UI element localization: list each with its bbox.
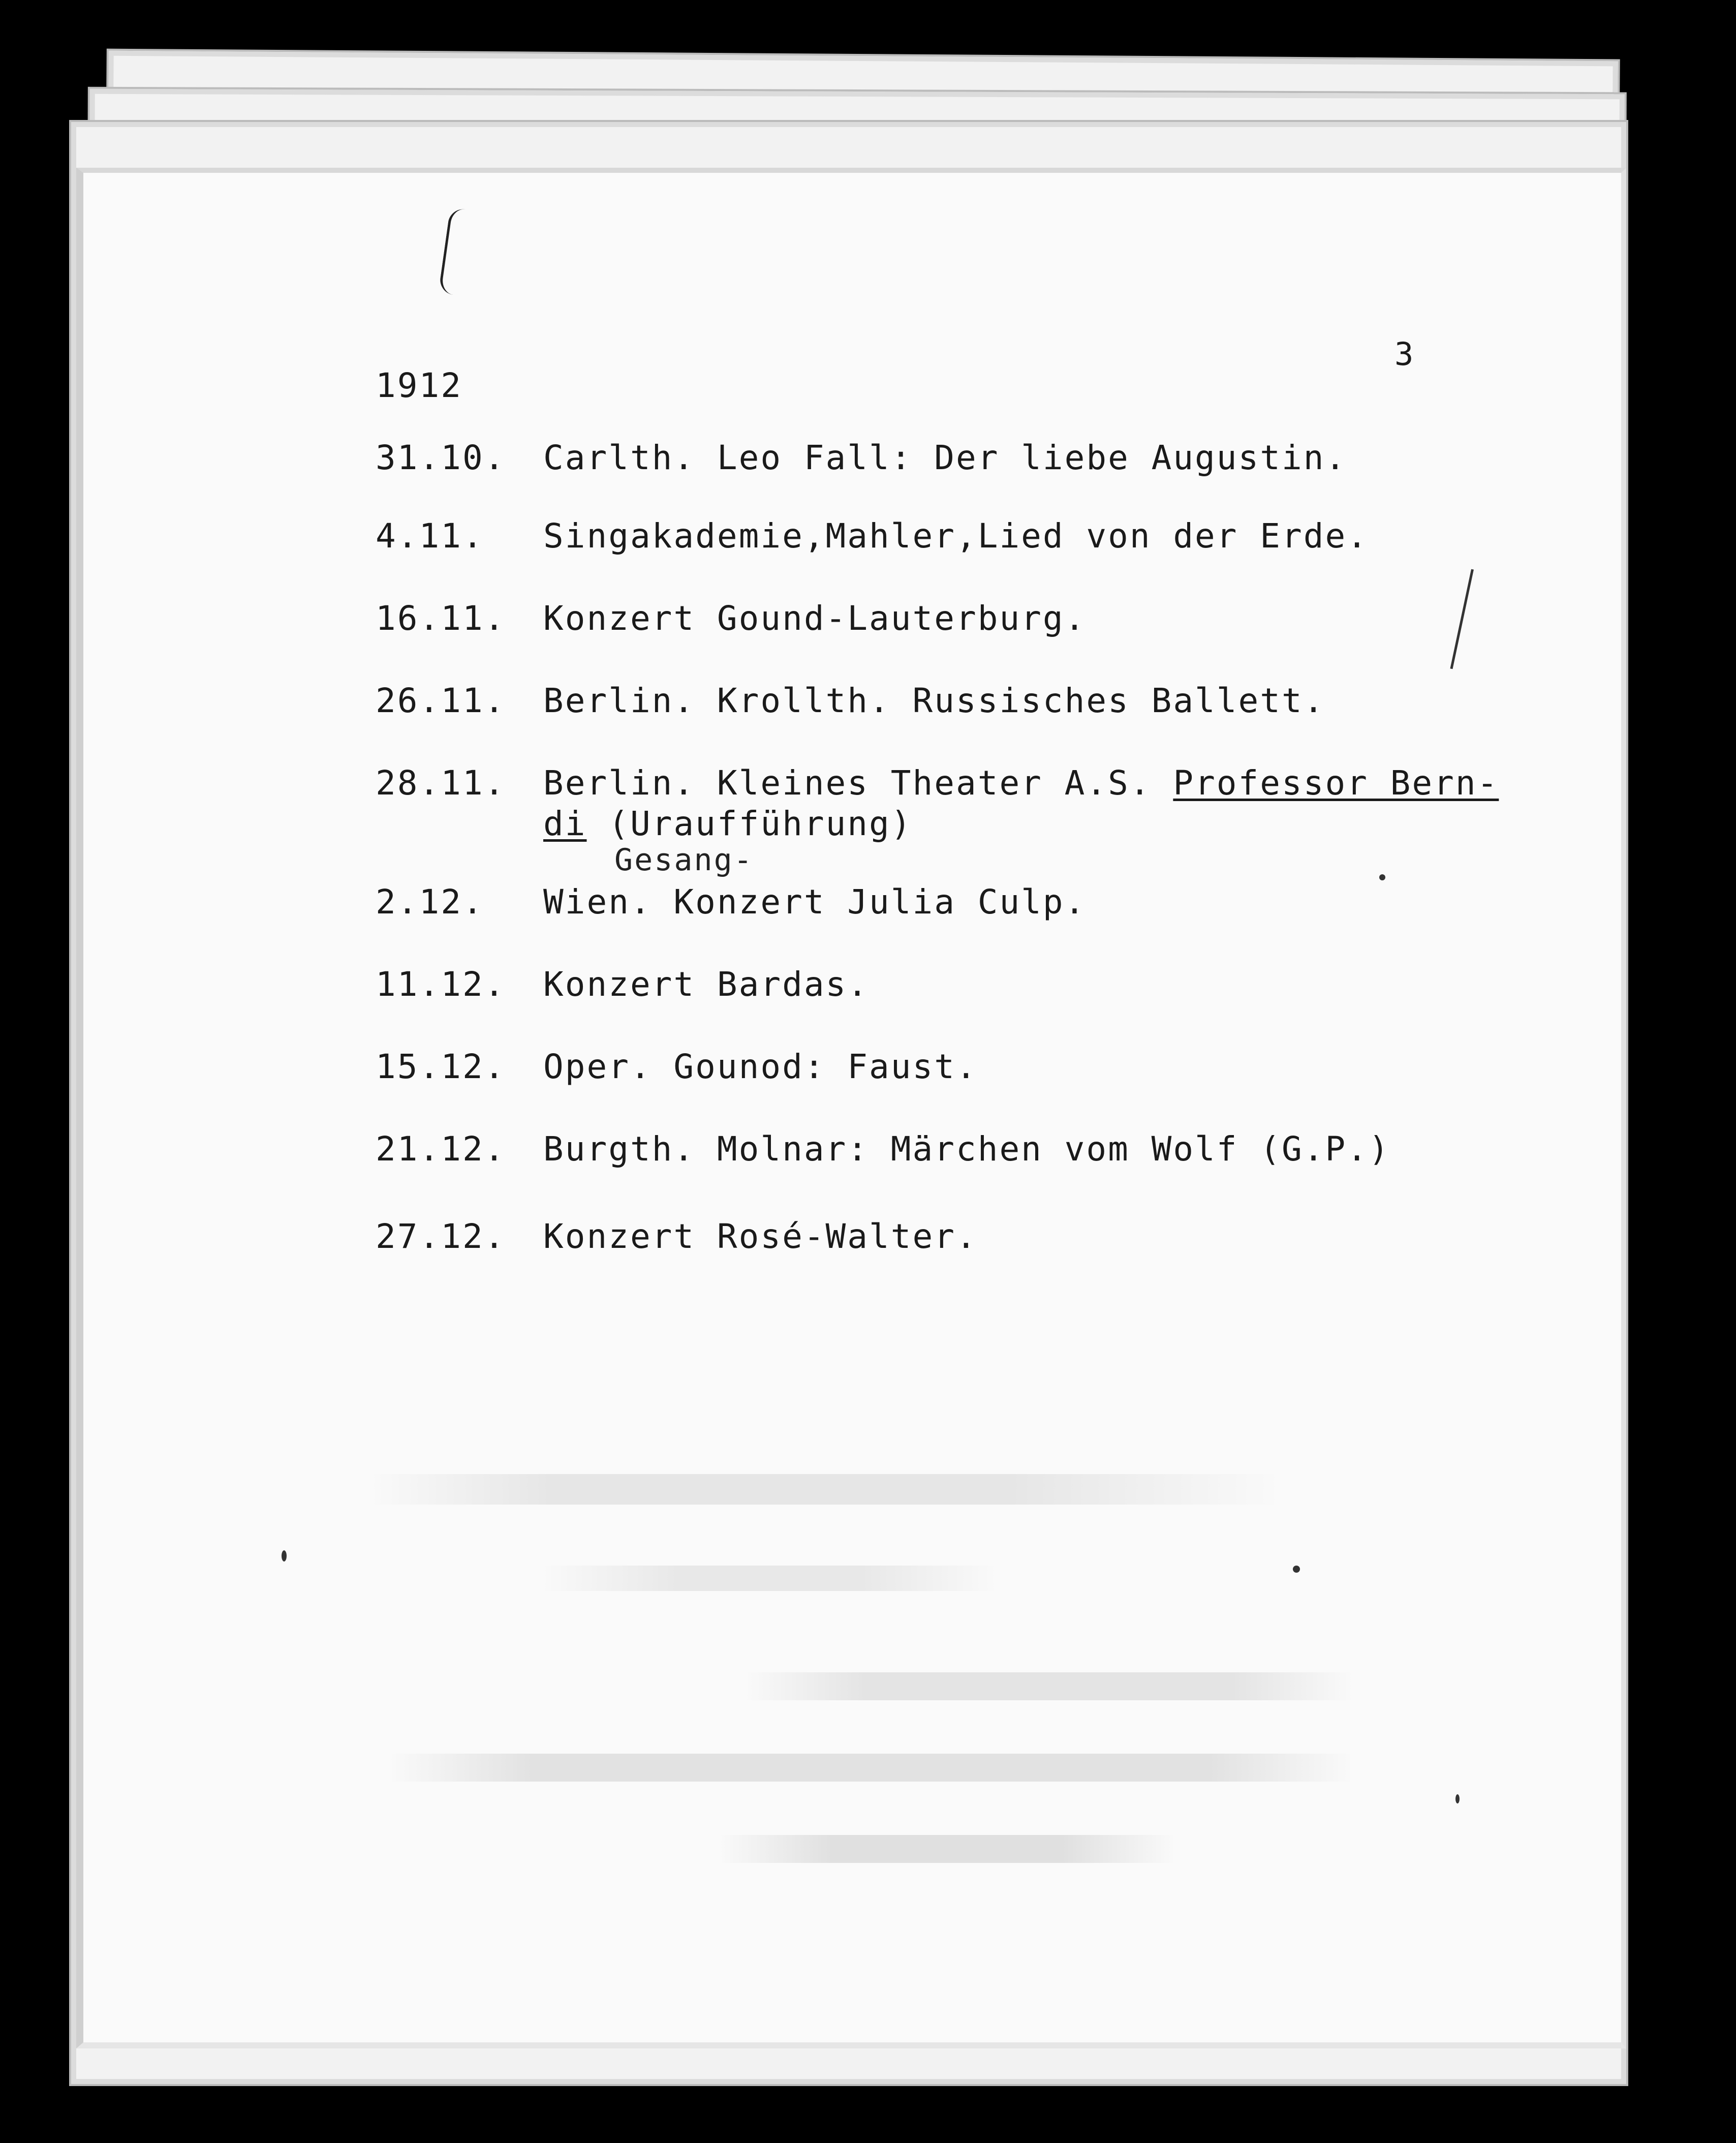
list-item <box>376 515 1605 557</box>
entry-continuation-rest: (Uraufführung) <box>586 804 913 843</box>
ink-speck <box>1293 1566 1300 1573</box>
entry-text: Konzert Rosé-Walter. <box>543 1217 978 1256</box>
entry-date: 4.11. <box>376 516 484 556</box>
entry-date: 28.11. <box>376 763 506 803</box>
list-item <box>376 598 1605 639</box>
ink-speck <box>1455 1794 1460 1803</box>
list-item <box>376 437 1605 479</box>
entry-text <box>543 762 1499 804</box>
entry-continuation-underlined: di <box>543 804 587 843</box>
entry-text: Carlth. Leo Fall: Der liebe Augustin. <box>543 438 1347 477</box>
entry-date: 11.12. <box>376 965 506 1004</box>
entry-date: 2.12. <box>376 882 484 922</box>
entry-date: 31.10. <box>376 438 506 477</box>
entry-date: 16.11. <box>376 599 506 638</box>
bleed-through-line <box>744 1672 1354 1700</box>
entry-text: Konzert Gound-Lauterburg. <box>543 599 1087 638</box>
list-item <box>376 762 1605 804</box>
handwritten-bracket-mark <box>438 207 473 296</box>
list-item <box>376 964 1605 1005</box>
entry-date: 27.12. <box>376 1217 506 1256</box>
ink-speck <box>282 1550 287 1562</box>
bleed-through-line <box>541 1566 998 1591</box>
entry-annotation: Gesang- <box>614 842 754 878</box>
entry-text: Oper. Gounod: Faust. <box>543 1047 978 1086</box>
bleed-through-line <box>719 1835 1176 1863</box>
entry-text: Wien. Konzert Julia Culp. <box>543 882 1087 922</box>
entry-text: Konzert Bardas. <box>543 965 870 1004</box>
year-heading: 1912 <box>376 366 462 405</box>
entry-text-underlined: Professor Bern- <box>1173 763 1499 803</box>
entry-text-main: Berlin. Kleines Theater A.S. <box>543 763 1173 803</box>
list-item <box>376 1046 1605 1088</box>
entry-date: 26.11. <box>376 681 506 720</box>
bleed-through-line <box>368 1474 1283 1505</box>
document-page <box>76 168 1626 2048</box>
list-item <box>376 881 1605 923</box>
entry-list <box>376 437 1605 1258</box>
entry-date: 21.12. <box>376 1129 506 1169</box>
list-item <box>376 1216 1605 1258</box>
entry-text: Berlin. Krollth. Russisches Ballett. <box>543 681 1325 720</box>
list-item <box>376 1128 1605 1170</box>
entry-text: Singakademie,Mahler,Lied von der Erde. <box>543 516 1369 556</box>
entry-continuation <box>543 804 1605 844</box>
ink-speck <box>1379 874 1385 880</box>
list-item <box>376 680 1605 722</box>
entry-text: Burgth. Molnar: Märchen vom Wolf (G.P.) <box>543 1129 1390 1169</box>
entry-date: 15.12. <box>376 1047 506 1086</box>
page-number: 3 <box>1394 335 1414 373</box>
bleed-through-line <box>388 1754 1354 1782</box>
